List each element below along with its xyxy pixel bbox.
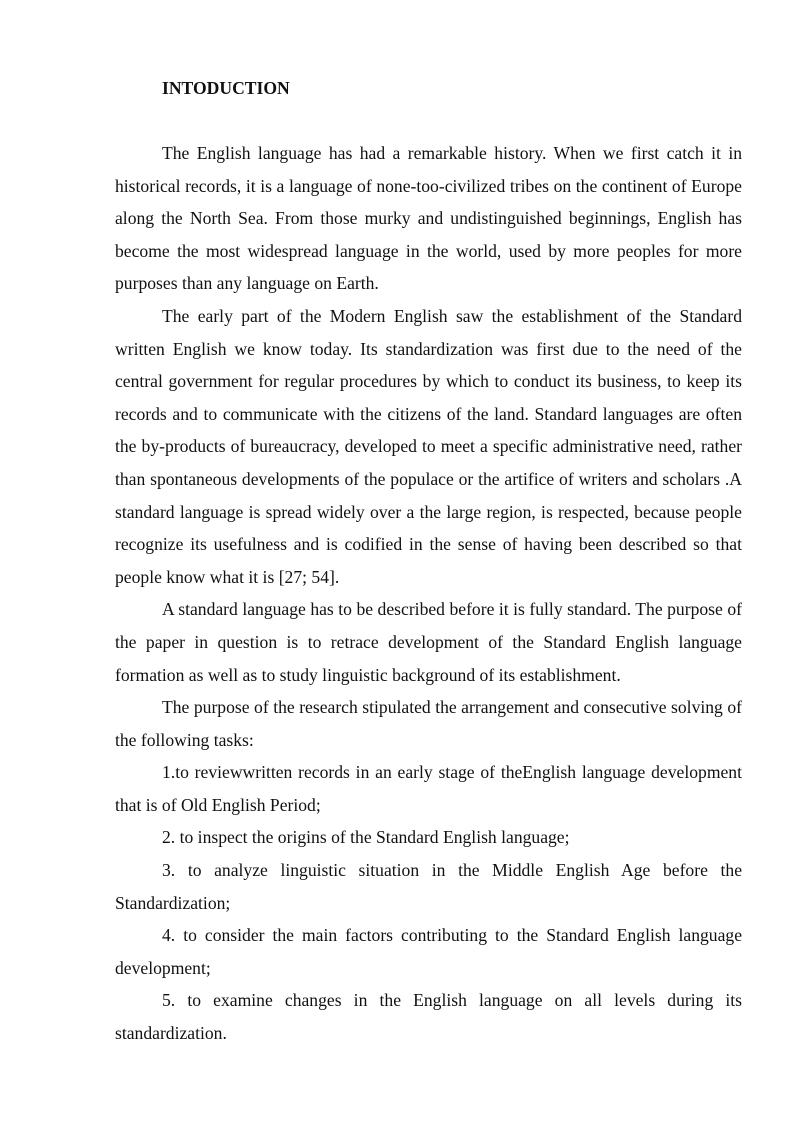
task-item-2: 2. to inspect the origins of the Standard English language;	[162, 827, 570, 848]
paragraph-purpose: A standard language has to be described before it is fully standard. The purpose of the paper in question is to retrace development of the Standard English language formation as well as to study linguistic background of its establishment.	[115, 599, 742, 685]
task-item-3: 3. to analyze linguistic situation in the Middle English Age before the Standardization;	[115, 860, 742, 913]
task-item-1: 1.to reviewwritten records in an early stage of theEnglish language development that is of Old English Period;	[115, 762, 742, 815]
body-text	[115, 137, 742, 1050]
task-item-5: 5. to examine changes in the English language on all levels during its standardization.	[115, 990, 742, 1044]
task-item-4: 4. to consider the main factors contributing to the Standard English language development;	[115, 925, 742, 978]
paragraph-intro: The English language has had a remarkable history. When we first catch it in historical records, it is a language of none-too-civilized tribes on the continent of Europe along the North Sea. From those murky and undistinguished beginnings, English has become the most widespread language in the world, used by more peoples for more purposes than any language on Earth.	[115, 143, 742, 294]
paragraph-modern-english: The early part of the Modern English saw the establishment of the Standard written English we know today. Its standardization was first due to the need of the central government for regular procedures by which to conduct its business, to keep its records and to communicate with the citizens of the land. Standard languages are often the by-products of bureaucracy, developed to meet a specific administrative need, rather than spontaneous developments of the populace or the artifice of writers and scholars .A standard language is spread widely over a the large region, is respected, because people recognize its usefulness and is codified in the sense of having been described so that people know what it is [27; 54].	[115, 305, 742, 587]
section-heading: INTODUCTION	[162, 78, 290, 98]
paragraph-tasks-intro: The purpose of the research stipulated the arrangement and consecutive solving of the following tasks:	[115, 697, 742, 750]
